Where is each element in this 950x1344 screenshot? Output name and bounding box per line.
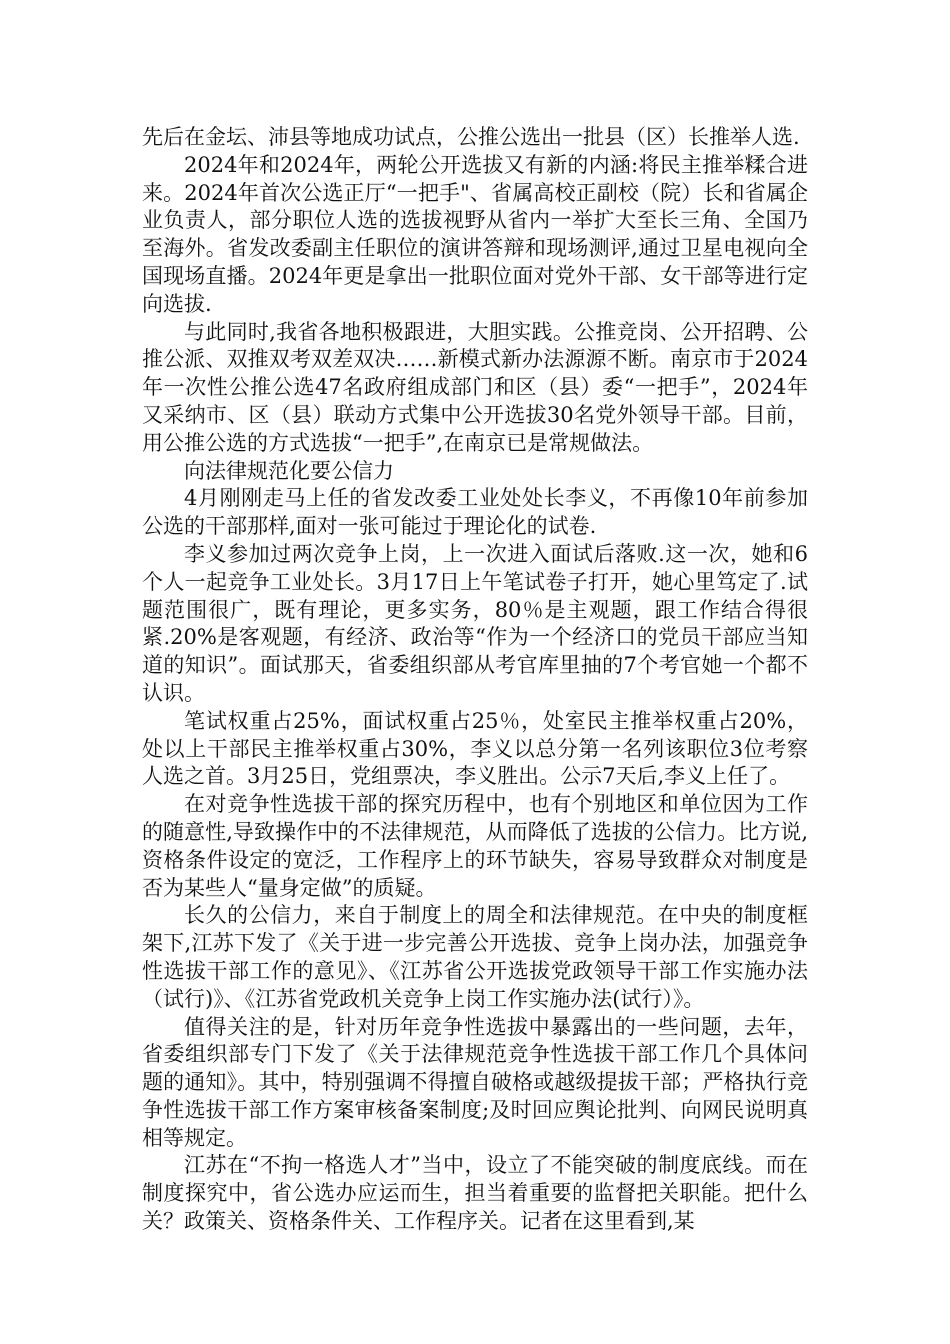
- paragraph: 李义参加过两次竞争上岗，上一次进入面试后落败.这一次，她和6个人一起竞争工业处长。3月17日上午笔试卷子打开，她心里笃定了.试题范围很广，既有理论，更多实务，80％是主观题，跟工作结合得很紧.20%是客观题，有经济、政治等“作为一个经济口的党员干部应当知道的知识”。面试那天，省委组织部从考官库里抽的7个考官她一个都不认识。: [142, 541, 808, 705]
- section-heading: 向法律规范化要公信力: [184, 458, 394, 483]
- paragraph: 与此同时,我省各地积极跟进，大胆实践。公推竞岗、公开招聘、公推公派、双推双考双差双决……新模式新办法源源不断。南京市于2024年一次性公推公选47名政府组成部门和区（县）委“一把手”，2024年又采纳市、区（县）联动方式集中公开选拔30名党外领导干部。目前，用公推公选的方式选拔“一把手”,在南京已是常规做法。: [142, 319, 808, 455]
- paragraph: 值得关注的是，针对历年竞争性选拔中暴露出的一些问题，去年，省委组织部专门下发了《关于法律规范竞争性选拔干部工作几个具体问题的通知》。其中，特别强调不得擅自破格或越级提拔干部；严格执行竞争性选拔干部工作方案审核备案制度;及时回应舆论批判、向网民说明真相等规定。: [142, 1014, 808, 1150]
- paragraph: 笔试权重占25%，面试权重占25％，处室民主推举权重占20%，处以上干部民主推举权重占30%，李义以总分第一名列该职位3位考察人选之首。3月25日，党组票决，李义胜出。公示7天后,李义上任了。: [142, 708, 808, 789]
- paragraph: 江苏在“不拘一格选人才”当中，设立了不能突破的制度底线。而在制度探究中，省公选办应运而生，担当着重要的监督把关职能。把什么关？政策关、资格条件关、工作程序关。记者在这里看到,某: [142, 1153, 808, 1234]
- paragraph: 先后在金坛、沛县等地成功试点，公推公选出一批县（区）长推举人选.: [142, 125, 800, 149]
- paragraph: 2024年和2024年，两轮公开选拔又有新的内涵:将民主推举糅合进来。2024年首次公选正厅“一把手"、省属高校正副校（院）长和省属企业负责人，部分职位人选的选拔视野从省内一举扩大至长三角、全国乃至海外。省发改委副主任职位的演讲答辩和现场测评,通过卫星电视向全国现场直播。2024年更是拿出一批职位面对党外干部、女干部等进行定向选拔.: [142, 152, 808, 316]
- paragraph: 长久的公信力，来自于制度上的周全和法律规范。在中央的制度框架下,江苏下发了《关于进一步完善公开选拔、竞争上岗办法，加强竞争性选拔干部工作的意见》、《江苏省公开选拔党政领导干部工作实施办法（试行)》、《江苏省党政机关竞争上岗工作实施办法(试行）》。: [142, 903, 808, 1011]
- paragraph: 4月刚刚走马上任的省发改委工业处处长李义，不再像10年前参加公选的干部那样,面对一张可能过于理论化的试卷.: [142, 486, 808, 539]
- paragraph: 在对竞争性选拔干部的探究历程中，也有个别地区和单位因为工作的随意性,导致操作中的不法律规范，从而降低了选拔的公信力。比方说,资格条件设定的宽泛，工作程序上的环节缺失，容易导致群众对制度是否为某些人“量身定做”的质疑。: [142, 792, 808, 900]
- document-body: [142, 124, 808, 1236]
